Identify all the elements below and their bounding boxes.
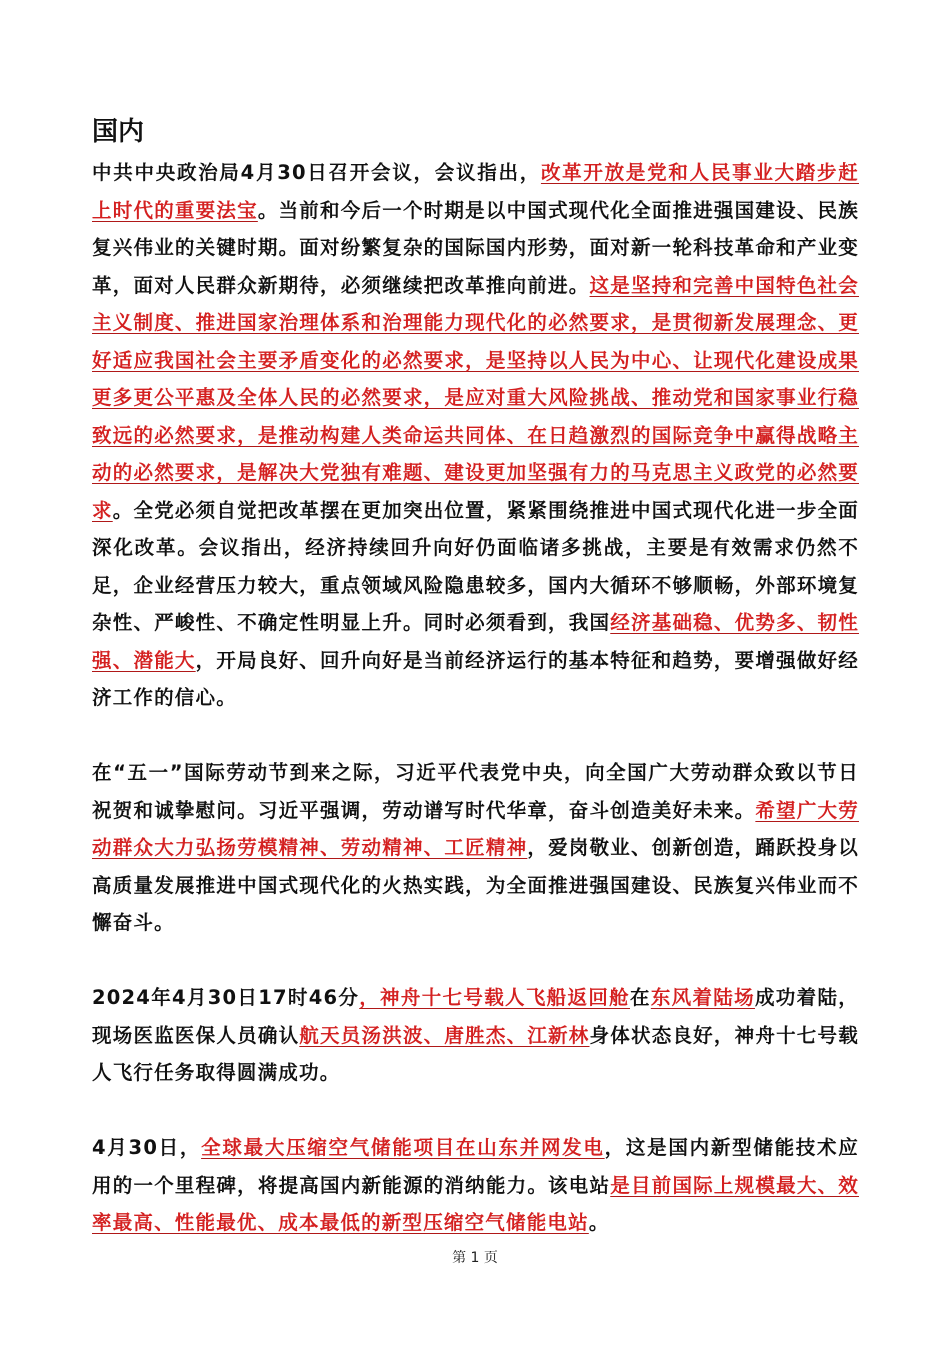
- document-page: [92, 112, 859, 1279]
- body-text: ，爱岗敬业、创新创造，踊跃投身以高质量发展推进中国式现代化的火热实践，为全面推进强国建设、民族复兴伟业而不懈奋斗。: [92, 836, 859, 934]
- highlighted-text: 经济基础稳、优势多、韧性强、潜能大: [92, 611, 859, 672]
- highlighted-text: 全球最大压缩空气储能项目在山东并网发电: [201, 1136, 605, 1159]
- highlighted-text: 改革开放是党和人民事业大踏步赶上时代的重要法宝: [92, 161, 859, 222]
- document-body: [92, 154, 859, 1242]
- body-text: 中共中央政治局4月30日召开会议，会议指出，: [92, 161, 541, 184]
- body-text: 。当前和今后一个时期是以中国式现代化全面推进强国建设、民族复兴伟业的关键时期。面对纷繁复杂的国际国内形势，面对新一轮科技革命和产业变革，面对人民群众新期待，必须继续把改革推向前进。: [92, 198, 859, 297]
- body-text: 成功着陆，现场医监医保人员确认: [92, 986, 859, 1047]
- body-text: ，开局良好、回升向好是当前经济运行的基本特征和趋势，要增强做好经济工作的信心。: [92, 648, 859, 709]
- highlighted-text: 希望广大劳动群众大力弘扬劳模精神、劳动精神、工匠精神: [92, 798, 859, 859]
- labor-day-paragraph: [92, 754, 859, 942]
- highlighted-text: 东风着陆场: [650, 986, 755, 1009]
- body-text: 身体状态良好，神舟十七号载人飞行任务取得圆满成功。: [92, 1023, 859, 1084]
- body-text: ，这是国内新型储能技术应用的一个里程碑，将提高国内新能源的消纳能力。该电站: [92, 1136, 859, 1197]
- highlighted-text: 航天员汤洪波、唐胜杰、江新林: [299, 1023, 590, 1047]
- highlighted-text: 这是坚持和完善中国特色社会主义制度、推进国家治理体系和治理能力现代化的必然要求，是贯彻新发展理念、更好适应我国社会主要矛盾变化的必然要求，是坚持以人民为中心、让现代化建设成果更多更公平惠及全体人民的必然要求，是应对重大风险挑战、推动党和国家事业行稳致远的必然要求，是推动构建人类命运共同体、在日趋激烈的国际竞争中赢得战略主动的必然要求，是解决大党独有难题、建设更加坚强有力的马克思主义政党的必然要求: [92, 273, 859, 522]
- highlighted-text: 是目前国际上规模最大、效率最高、性能最优、成本最低的新型压缩空气储能电站: [92, 1173, 859, 1234]
- body-text: 。: [588, 1211, 610, 1234]
- body-text: 2024年4月30日17时46分: [92, 986, 360, 1009]
- energy-storage-paragraph: [92, 1129, 859, 1242]
- body-text: 在“五一”国际劳动节到来之际，习近平代表党中央，向全国广大劳动群众致以节日祝贺和诚挚慰问。习近平强调，劳动谱写时代华章，奋斗创造美好未来。: [92, 761, 859, 822]
- highlighted-text: ，神舟十七号载人飞船返回舱: [359, 986, 630, 1009]
- politburo-meeting-paragraph: [92, 154, 859, 717]
- shenzhou-landing-paragraph: [92, 979, 859, 1092]
- body-text: 4月30日，: [92, 1136, 202, 1159]
- body-text: 在: [630, 986, 651, 1009]
- body-text: 。全党必须自觉把改革摆在更加突出位置，紧紧围绕推进中国式现代化进一步全面深化改革。会议指出，经济持续回升向好仍面临诸多挑战，主要是有效需求仍然不足，企业经营压力较大，重点领域风险隐患较多，国内大循环不够顺畅，外部环境复杂性、严峻性、不确定性明显上升。同时必须看到，我国: [92, 498, 859, 634]
- page-number: 第 1 页: [452, 1250, 498, 1266]
- section-title: 国内: [92, 117, 145, 147]
